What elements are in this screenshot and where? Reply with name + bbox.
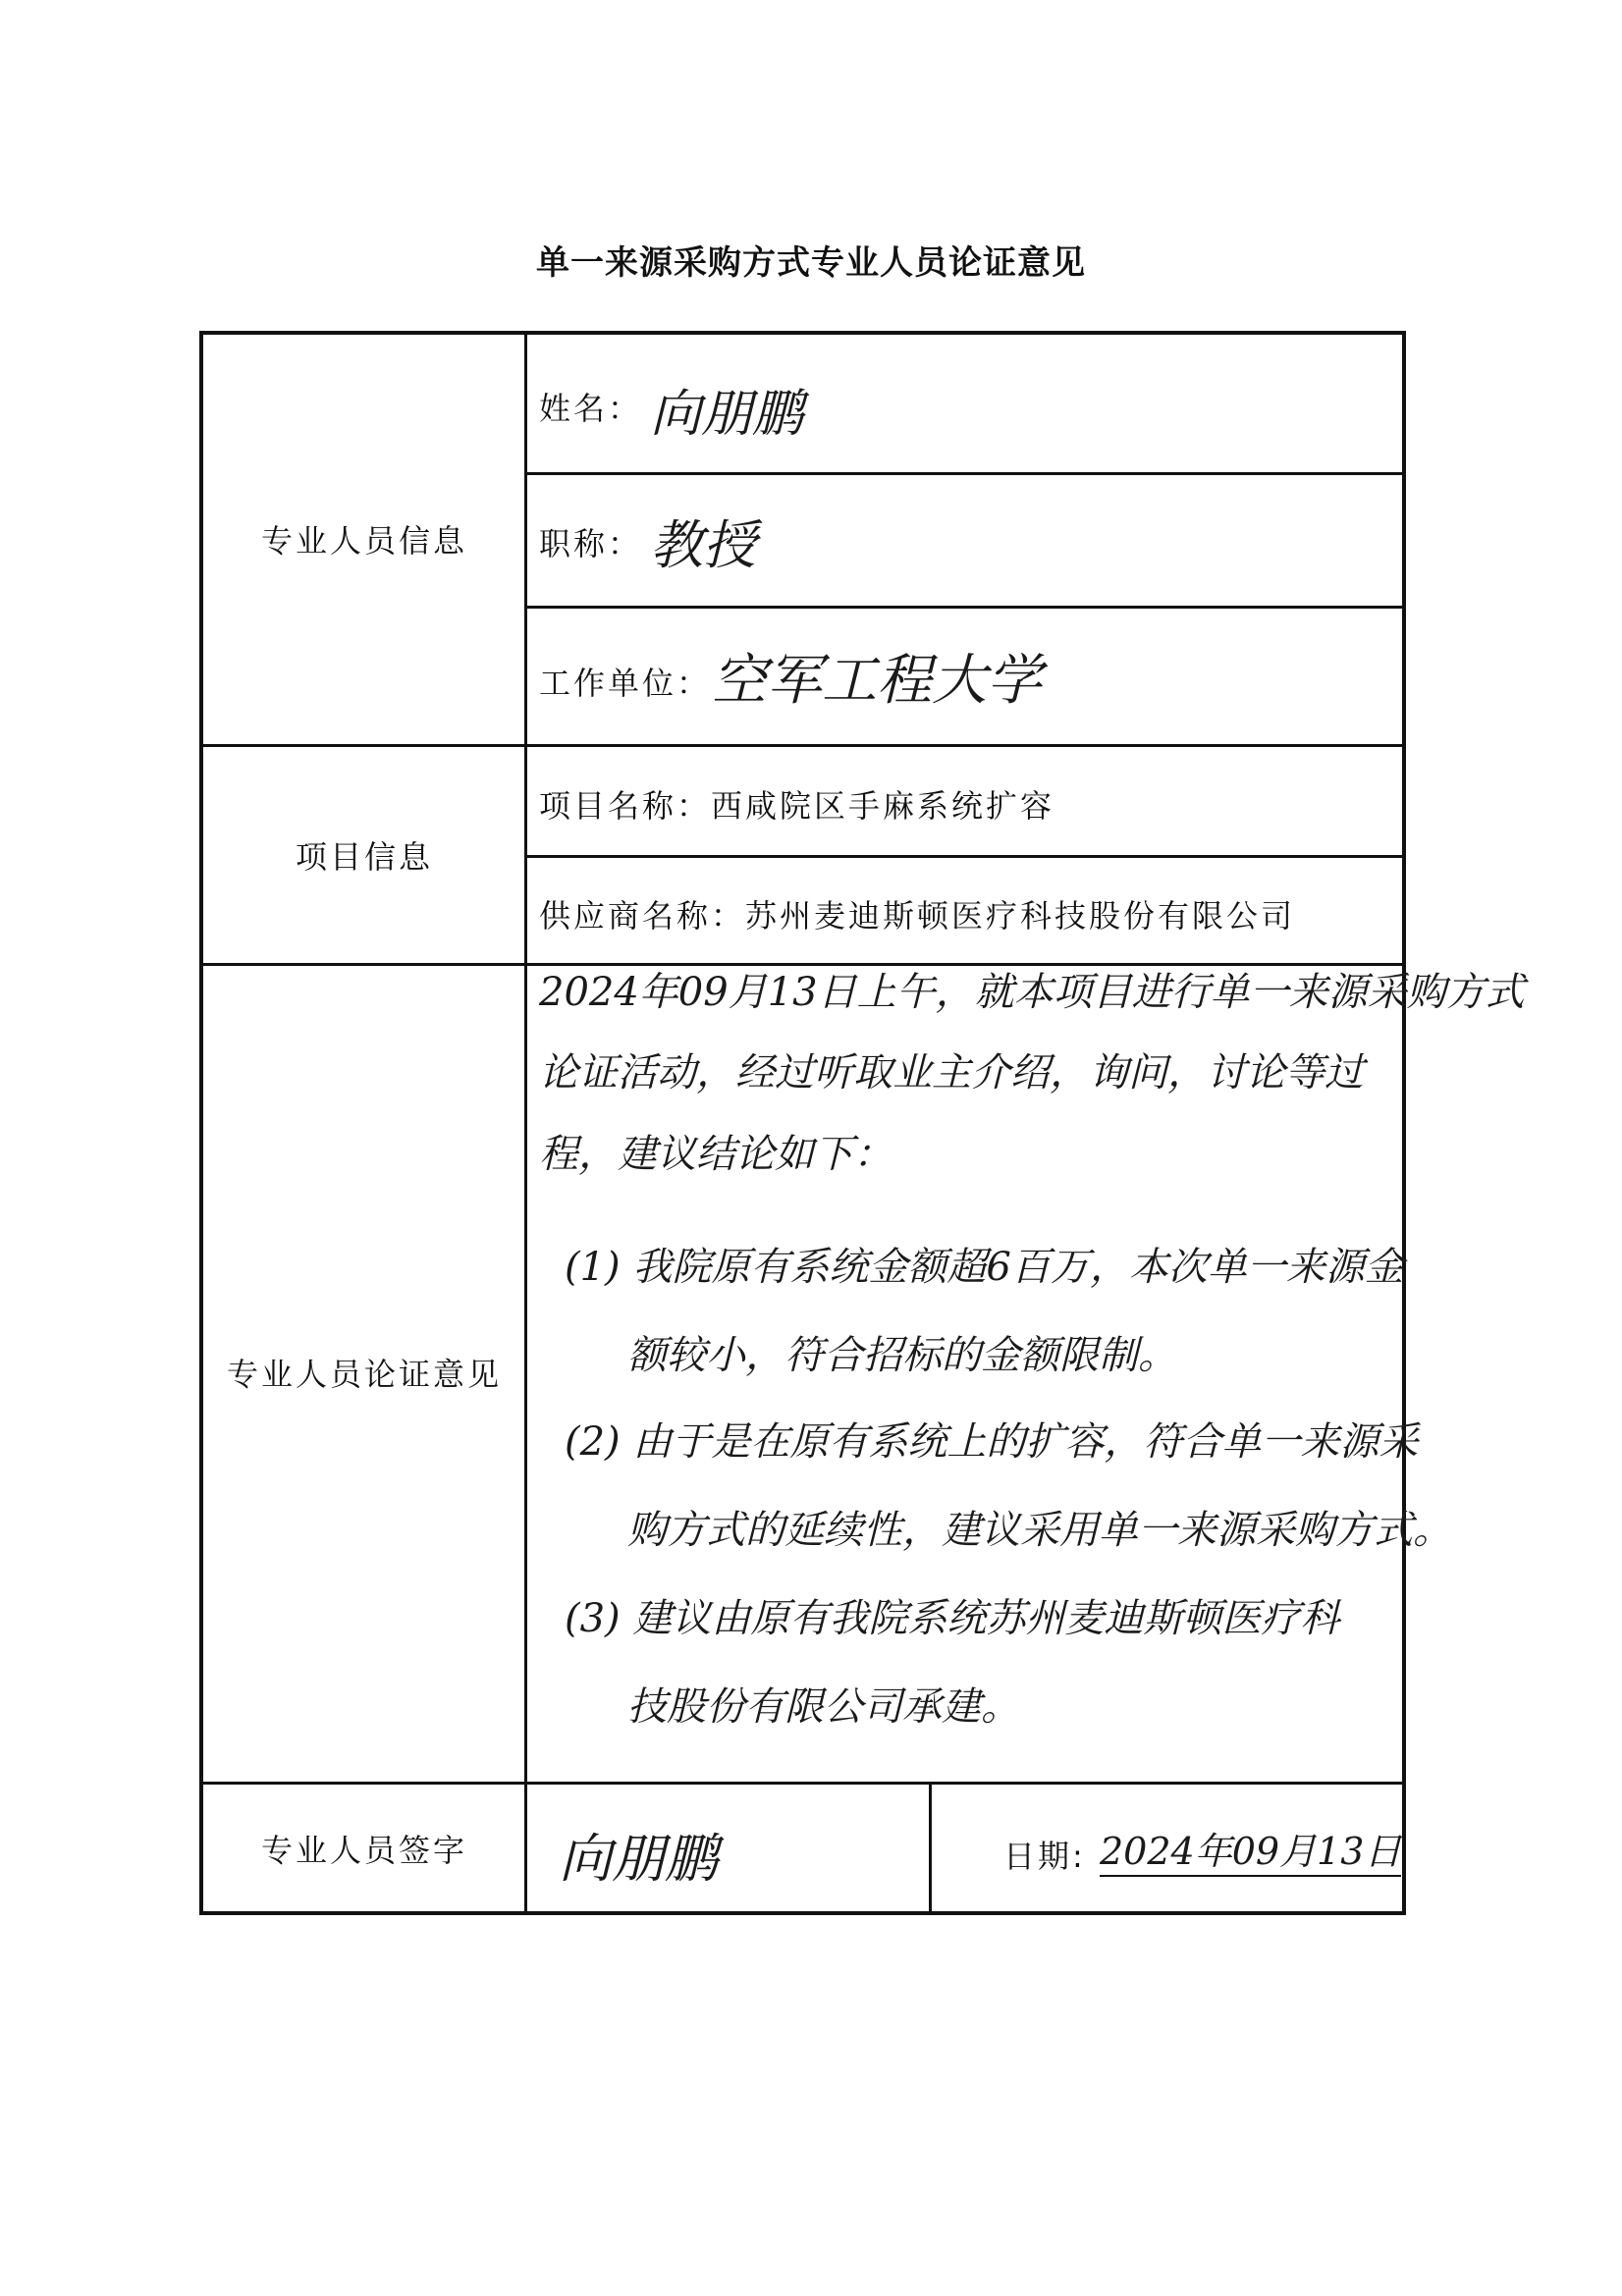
section-label-expert-info: 专业人员信息 bbox=[260, 522, 468, 560]
supplier-label bbox=[539, 891, 1295, 936]
column-divider bbox=[524, 335, 527, 1915]
section-label-signature: 专业人员签字 bbox=[260, 1832, 468, 1869]
section-label-project-info: 项目信息 bbox=[295, 838, 434, 876]
opinion-line: 购方式的延续性，建议采用单一来源采购方式。 bbox=[627, 1508, 1452, 1553]
supplier-label-text: 供应商名称： bbox=[539, 897, 746, 934]
opinion-line: 程，建议结论如下： bbox=[539, 1132, 892, 1177]
title-value: 教授 bbox=[650, 514, 756, 576]
project-name-value: 西咸院区手麻系统扩容 bbox=[711, 787, 1055, 825]
supplier-value: 苏州麦迪斯顿医疗科技股份有限公司 bbox=[745, 897, 1296, 934]
name-label: 姓名： bbox=[539, 390, 643, 427]
opinion-line: (1) 我院原有系统金额超6百万，本次单一来源金 bbox=[565, 1245, 1404, 1290]
section-label-opinion: 专业人员论证意见 bbox=[226, 1356, 503, 1393]
project-name-label bbox=[539, 781, 1054, 827]
opinion-line: 额较小，符合招标的金额限制。 bbox=[627, 1333, 1177, 1378]
opinion-line: (2) 由于是在原有系统上的扩容，符合单一来源采 bbox=[565, 1419, 1419, 1465]
row-divider bbox=[524, 472, 1406, 475]
signature-value: 向朋鹏 bbox=[559, 1828, 718, 1890]
row-divider bbox=[203, 963, 1406, 966]
date-label: 日期: bbox=[1003, 1838, 1086, 1875]
employer-value: 空军工程大学 bbox=[712, 649, 1042, 713]
row-divider bbox=[203, 744, 1406, 747]
opinion-line: 2024年09月13日上午，就本项目进行单一来源采购方式 bbox=[539, 970, 1525, 1015]
column-divider bbox=[929, 1782, 932, 1915]
row-divider bbox=[524, 855, 1406, 858]
document-title: 单一来源采购方式专业人员论证意见 bbox=[536, 243, 1086, 283]
row-divider bbox=[524, 606, 1406, 609]
date-value: 2024年09月13日 bbox=[1100, 1821, 1401, 1877]
opinion-line: 技股份有限公司承建。 bbox=[627, 1684, 1020, 1730]
opinion-line: (3) 建议由原有我院系统苏州麦迪斯顿医疗科 bbox=[565, 1596, 1340, 1641]
project-name-label-text: 项目名称： bbox=[539, 787, 712, 825]
opinion-line: 论证活动，经过听取业主介绍，询问，讨论等过 bbox=[539, 1050, 1364, 1095]
employer-label: 工作单位： bbox=[539, 665, 712, 702]
name-value: 向朋鹏 bbox=[650, 385, 804, 444]
opinion-form-table bbox=[199, 331, 1525, 1915]
title-label: 职称： bbox=[539, 525, 643, 562]
row-divider bbox=[203, 1782, 1406, 1785]
